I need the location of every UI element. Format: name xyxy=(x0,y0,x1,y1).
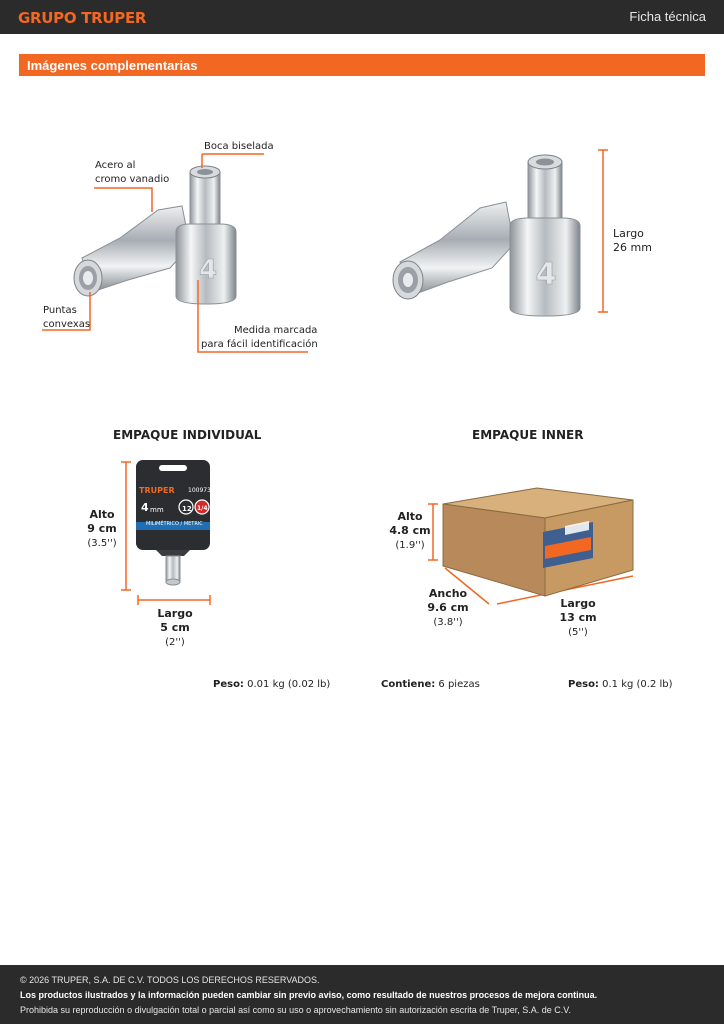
brand-logo: GRUPO TRUPER xyxy=(18,9,147,27)
contiene xyxy=(381,679,480,690)
inner-ancho-inches: (3.8'') xyxy=(433,617,463,628)
callout-puntas-line1: Puntas xyxy=(43,305,77,316)
peso-inner xyxy=(568,679,673,690)
section-title: Imágenes complementarias xyxy=(27,58,198,73)
peso-individual xyxy=(213,679,330,690)
footer-copyright: © 2026 TRUPER, S.A. DE C.V. TODOS LOS DERECHOS RESERVADOS. xyxy=(20,975,320,985)
card-unit: mm xyxy=(150,506,164,514)
inner-alto-value: 4.8 cm xyxy=(389,524,431,537)
footer-legal: Prohibida su reproducción o divulgación total o parcial así como su uso o aprovechamiento sin autorización escrita de Truper, S.A. de C.V. xyxy=(20,1005,571,1015)
inner-alto-inches: (1.9'') xyxy=(395,540,425,551)
inner-ancho-label: Ancho xyxy=(428,587,468,600)
dimension-largo-value: 26 mm xyxy=(613,241,652,254)
peso-individual-label: Peso: xyxy=(213,679,244,690)
socket-image-dimension xyxy=(380,140,640,330)
contiene-label: Contiene: xyxy=(381,679,436,690)
peso-individual-value: 0.01 kg (0.02 lb) xyxy=(247,679,331,690)
footer xyxy=(0,965,724,1024)
card-brand: TRUPER xyxy=(139,486,175,495)
blister-card-image xyxy=(118,456,218,608)
top-bar xyxy=(0,0,724,34)
individual-largo-inches: (2'') xyxy=(165,637,185,648)
card-points: 12 xyxy=(182,505,192,513)
callout-medida-line2: para fácil identificación xyxy=(201,339,318,350)
individual-alto-value: 9 cm xyxy=(87,522,117,535)
socket-size-mark-2: 4 xyxy=(535,257,557,292)
inner-alto-label: Alto xyxy=(397,510,423,523)
peso-inner-value: 0.1 kg (0.2 lb) xyxy=(602,679,673,690)
length-dimension-line xyxy=(598,150,608,312)
individual-largo-label: Largo xyxy=(157,607,193,620)
inner-largo-value: 13 cm xyxy=(559,611,597,624)
section-header xyxy=(19,54,705,76)
card-size: 4 xyxy=(141,501,149,514)
individual-alto-inches: (3.5'') xyxy=(87,538,117,549)
card-code: 100973 xyxy=(188,487,211,494)
lying-socket-shape-2 xyxy=(393,202,514,299)
inner-largo-label: Largo xyxy=(560,597,596,610)
inner-ancho-value: 9.6 cm xyxy=(427,601,469,614)
individual-alto-label: Alto xyxy=(89,508,115,521)
alto-dimension-line xyxy=(121,462,131,590)
card-metric-band: MILIMÉTRICO / METRIC xyxy=(146,521,203,527)
inner-largo-inches: (5'') xyxy=(568,627,588,638)
card-drive: 1/4 xyxy=(197,505,208,512)
callout-boca: Boca biselada xyxy=(204,141,274,152)
peso-inner-label: Peso: xyxy=(568,679,599,690)
callout-puntas-line2: convexas xyxy=(43,319,91,330)
package-inner-title: EMPAQUE INNER xyxy=(472,428,584,442)
document-type: Ficha técnica xyxy=(629,9,706,24)
callout-acero-line1: Acero al xyxy=(95,160,136,171)
callout-medida-line1: Medida marcada xyxy=(234,325,318,336)
package-individual-title: EMPAQUE INDIVIDUAL xyxy=(113,428,262,442)
contiene-value: 6 piezas xyxy=(438,679,480,690)
callout-acero-line2: cromo vanadio xyxy=(95,174,170,185)
dimension-largo-label: Largo xyxy=(613,227,644,240)
lying-socket-shape xyxy=(74,206,190,296)
individual-largo-value: 5 cm xyxy=(160,621,190,634)
socket-size-mark: 4 xyxy=(198,255,218,285)
largo-dimension-line xyxy=(138,595,210,605)
footer-notice: Los productos ilustrados y la información pueden cambiar sin previo aviso, como resultado de nuestros procesos de mejora continua. xyxy=(20,990,598,1000)
